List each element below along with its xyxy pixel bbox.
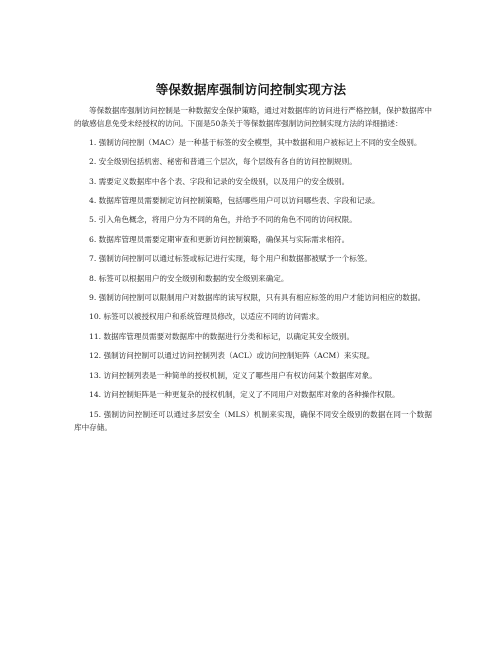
list-item: 3. 需要定义数据库中各个表、字段和记录的安全级别，以及用户的安全级别。 [89, 176, 350, 186]
list-item: 8. 标签可以根据用户的安全级别和数据的安全级别来确定。 [89, 273, 289, 283]
list-item: 1. 强制访问控制（MAC）是一种基于标签的安全模型，其中数据和用户被标记上不同的安全级别。 [89, 137, 422, 147]
document-title: 等保数据库强制访问控制实现方法 [155, 82, 347, 97]
document-body [74, 104, 432, 440]
list-item: 2. 安全级别包括机密、秘密和普通三个层次，每个层级有各自的访问控制规则。 [89, 157, 357, 167]
list-item: 7. 强制访问控制可以通过标签或标记进行实现，每个用户和数据都被赋予一个标签。 [89, 254, 373, 264]
list-item: 4. 数据库管理员需要制定访问控制策略，包括哪些用户可以访问哪些表、字段和记录。 [89, 196, 380, 206]
list-item: 13. 访问控制列表是一种简单的授权机制，定义了哪些用户有权访问某个数据库对象。 [89, 370, 377, 380]
list-item: 15. 强制访问控制还可以通过多层安全（MLS）机制来实现，确保不同安全级别的数据在同一个数据库中存储。 [74, 409, 432, 432]
list-item: 11. 数据库管理员需要对数据库中的数据进行分类和标记，以确定其安全级别。 [89, 331, 355, 341]
list-item: 14. 访问控制矩阵是一种更复杂的授权机制，定义了不同用户对数据库对象的各种操作权限。 [89, 390, 400, 400]
list-item: 12. 强制访问控制可以通过访问控制列表（ACL）或访问控制矩阵（ACM）来实现。 [89, 351, 375, 361]
list-item: 6. 数据库管理员需要定期审查和更新访问控制策略，确保其与实际需求相符。 [89, 234, 350, 244]
list-item: 5. 引入角色概念，将用户分为不同的角色，并给予不同的角色不同的访问权限。 [89, 215, 357, 225]
list-item: 10. 标签可以被授权用户和系统管理员修改，以适应不同的访问需求。 [89, 312, 324, 322]
intro-paragraph: 等保数据库强制访问控制是一种数据安全保护策略，通过对数据库的访问进行严格控制，保护数据库中的敏感信息免受未经授权的访问。下面是50条关于等保数据库强制访问控制实现方法的详细描述： [74, 106, 432, 129]
list-item: 9. 强制访问控制可以限制用户对数据库的读写权限，只有具有相应标签的用户才能访问相应的数据。 [89, 293, 426, 303]
